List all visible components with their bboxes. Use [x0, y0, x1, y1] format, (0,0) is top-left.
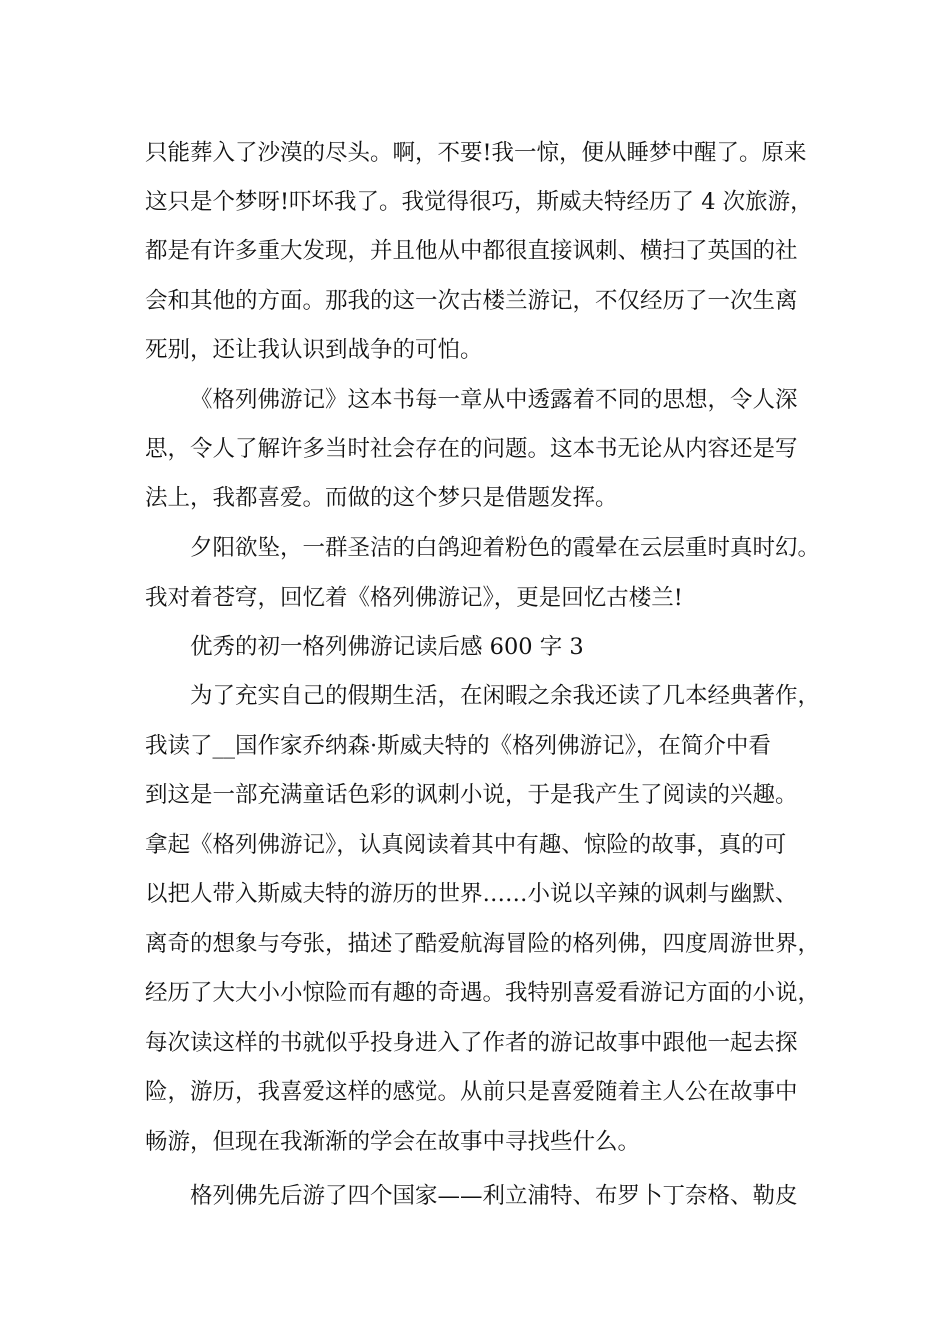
text-line: 思，令人了解许多当时社会存在的问题。这本书无论从内容还是写 — [145, 436, 798, 462]
text-line: 离奇的想象与夸张，描述了酷爱航海冒险的格列佛，四度周游世界， — [145, 931, 821, 957]
text-line: 都是有许多重大发现，并且他从中都很直接讽刺、横扫了英国的社 — [145, 238, 798, 264]
text-line: 会和其他的方面。那我的这一次古楼兰游记，不仅经历了一次生离 — [145, 288, 798, 314]
paragraph-first-line: 为了充实自己的假期生活，在闲暇之余我还读了几本经典著作， — [190, 683, 821, 709]
text-line: 拿起《格列佛游记》，认真阅读着其中有趣、惊险的故事，真的可 — [145, 832, 787, 858]
paragraph-first-line: 《格列佛游记》这本书每一章从中透露着不同的思想，令人深 — [190, 387, 798, 413]
text-line: 这只是个梦呀!吓坏我了。我觉得很巧，斯威夫特经历了 4 次旅游， — [145, 189, 813, 215]
text-line: 到这是一部充满童话色彩的讽刺小说，于是我产生了阅读的兴趣。 — [145, 782, 798, 808]
paragraph-first-line: 格列佛先后游了四个国家——利立浦特、布罗卜丁奈格、勒皮 — [190, 1183, 798, 1209]
text-line: 每次读这样的书就似乎投身进入了作者的游记故事中跟他一起去探 — [145, 1030, 798, 1056]
text-line: 畅游，但现在我渐渐的学会在故事中寻找些什么。 — [145, 1129, 641, 1155]
text-line: 法上，我都喜爱。而做的这个梦只是借题发挥。 — [145, 485, 618, 511]
paragraph-first-line: 夕阳欲坠，一群圣洁的白鸽迎着粉色的霞晕在云层重时真时幻。 — [190, 535, 821, 561]
text-line: 我对着苍穹，回忆着《格列佛游记》，更是回忆古楼兰! — [145, 585, 683, 611]
text-line: 我读了__国作家乔纳森·斯威夫特的《格列佛游记》，在简介中看 — [145, 733, 771, 759]
text-line: 险，游历，我喜爱这样的感觉。从前只是喜爱随着主人公在故事中 — [145, 1079, 798, 1105]
text-line: 只能葬入了沙漠的尽头。啊，不要!我一惊，便从睡梦中醒了。原来 — [145, 140, 807, 166]
text-line: 经历了大大小小惊险而有趣的奇遇。我特别喜爱看游记方面的小说， — [145, 980, 821, 1006]
text-line: 以把人带入斯威夫特的游历的世界……小说以辛辣的讽刺与幽默、 — [145, 881, 798, 907]
text-line: 死别，还让我认识到战争的可怕。 — [145, 337, 483, 363]
section-heading: 优秀的初一格列佛游记读后感 600 字 3 — [190, 634, 584, 660]
